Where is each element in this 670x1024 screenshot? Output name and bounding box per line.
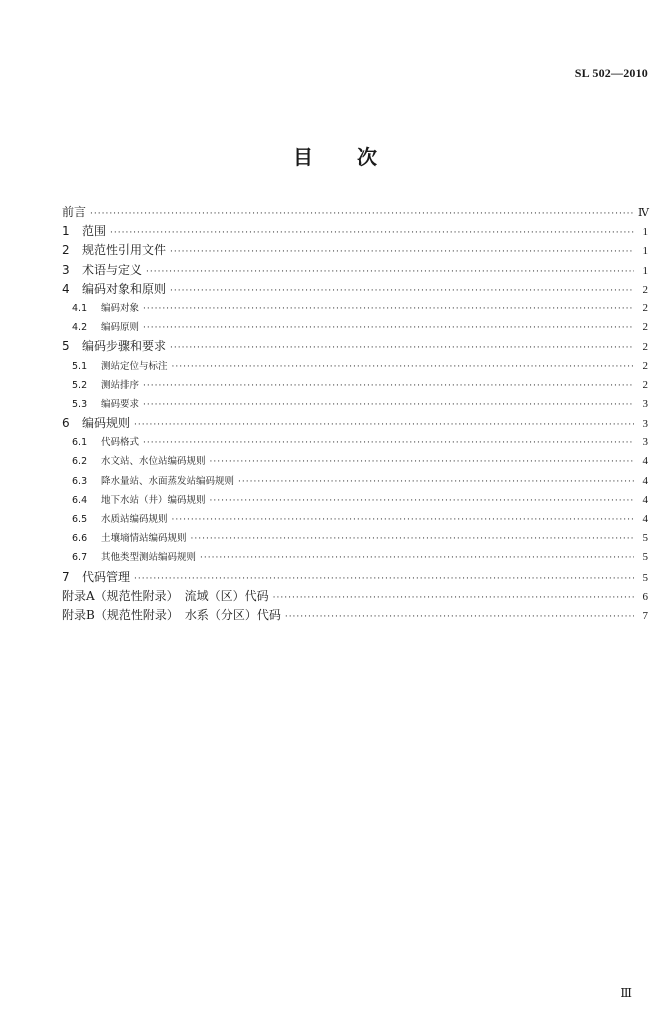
toc-entry[interactable]: [62, 548, 648, 567]
toc-entry-label: 测站排序: [101, 379, 140, 391]
toc-entry-page: 7: [642, 609, 648, 622]
toc-entry-page: 3: [642, 418, 648, 431]
toc-entry-label: 范围: [82, 224, 107, 239]
toc-leader-dots: [210, 492, 634, 511]
toc-entry[interactable]: [62, 395, 648, 414]
toc-leader-dots: [210, 453, 634, 472]
toc-leader-dots: [273, 589, 634, 608]
toc-entry-label: 规范性引用文件: [82, 243, 167, 258]
standard-code: SL 502—2010: [574, 66, 648, 80]
toc-entry-label: 前言: [62, 205, 87, 219]
toc-entry-label: 附录A（规范性附录） 流域（区）代码: [62, 588, 269, 603]
toc-entry-label: 代码管理: [82, 569, 131, 584]
toc-leader-dots: [143, 319, 634, 338]
toc-entry-number: 3: [62, 262, 70, 277]
toc-entry-label: 编码规则: [82, 416, 131, 431]
toc-entry-number: 6.2: [72, 456, 88, 468]
toc-entry-page: 2: [642, 341, 648, 354]
toc-entry-number: 5.2: [72, 379, 88, 391]
toc-entry-page: 2: [642, 359, 648, 372]
toc-entry[interactable]: [62, 606, 648, 625]
toc-entry-page: 2: [642, 378, 648, 391]
toc-entry[interactable]: [62, 452, 648, 471]
toc-entry-page: 5: [642, 551, 648, 564]
toc-entry-number: 4.1: [72, 302, 88, 314]
toc-entry-number: 6.6: [72, 533, 88, 545]
toc-entry-label: 降水量站、水面蒸发站编码规则: [101, 475, 235, 487]
toc-entry-label: 编码步骤和要求: [82, 339, 167, 354]
toc-leader-dots: [200, 549, 634, 568]
toc-entry[interactable]: [62, 203, 648, 222]
toc-leader-dots: [238, 473, 634, 492]
toc-entry-page: 1: [642, 264, 648, 277]
toc-entry-label: 测站定位与标注: [101, 360, 168, 372]
toc-entry[interactable]: [62, 510, 648, 529]
toc-entry-number: 6: [62, 416, 70, 431]
page-number: Ⅲ: [620, 986, 632, 1000]
toc-leader-dots: [191, 530, 634, 549]
toc-entry-number: 4: [62, 281, 70, 296]
toc-entry-page: 5: [642, 571, 648, 584]
toc-leader-dots: [90, 205, 634, 224]
toc-entry-page: 3: [642, 397, 648, 410]
toc-entry[interactable]: [62, 261, 648, 280]
toc-entry[interactable]: [62, 376, 648, 395]
toc-leader-dots: [285, 608, 634, 627]
toc-entry-number: 4.2: [72, 322, 88, 334]
toc-entry-number: 1: [62, 224, 70, 239]
toc-entry[interactable]: [62, 529, 648, 548]
toc-entry-page: 4: [642, 455, 648, 468]
toc-entry-number: 5.1: [72, 360, 88, 372]
toc-entry-page: 6: [642, 590, 648, 603]
toc-entry-number: 5: [62, 339, 70, 354]
toc-entry-label: 水质站编码规则: [101, 514, 168, 525]
table-of-contents: [62, 203, 648, 625]
toc-leader-dots: [143, 434, 634, 453]
toc-entry[interactable]: [62, 241, 648, 260]
toc-leader-dots: [143, 377, 634, 396]
toc-entry[interactable]: [62, 280, 648, 299]
toc-entry-page: 4: [642, 474, 648, 487]
toc-entry[interactable]: [62, 433, 648, 452]
toc-entry-number: 5.3: [72, 398, 88, 410]
toc-entry[interactable]: [62, 222, 648, 241]
toc-entry[interactable]: [62, 357, 648, 376]
toc-entry-number: 2: [62, 243, 70, 258]
toc-entry-number: 6.3: [72, 475, 88, 487]
toc-entry-label: 其他类型测站编码规则: [101, 552, 197, 564]
toc-entry[interactable]: [62, 568, 648, 587]
toc-entry-label: 附录B（规范性附录） 水系（分区）代码: [62, 607, 281, 622]
toc-leader-dots: [143, 396, 634, 415]
toc-entry-number: 7: [62, 569, 70, 584]
toc-entry-number: 6.5: [72, 514, 88, 525]
toc-entry-label: 编码对象: [101, 302, 140, 314]
toc-entry[interactable]: [62, 414, 648, 433]
toc-entry-number: 6.7: [72, 552, 88, 564]
toc-entry[interactable]: [62, 491, 648, 510]
toc-entry-page: 1: [642, 226, 648, 239]
toc-entry-label: 代码格式: [101, 437, 140, 449]
page-title: [0, 141, 670, 170]
toc-entry-label: 编码对象和原则: [82, 281, 167, 296]
toc-entry-page: 1: [642, 245, 648, 258]
toc-entry-page: 5: [642, 532, 648, 545]
toc-entry-page: 2: [642, 283, 648, 296]
toc-leader-dots: [170, 339, 634, 358]
toc-entry-number: 6.4: [72, 494, 88, 506]
toc-leader-dots: [170, 282, 634, 301]
toc-leader-dots: [170, 243, 634, 262]
toc-entry-page: 4: [642, 513, 648, 525]
toc-leader-dots: [172, 511, 634, 530]
toc-leader-dots: [110, 224, 634, 243]
toc-entry-label: 编码原则: [101, 322, 140, 334]
toc-entry[interactable]: [62, 299, 648, 318]
toc-entry-label: 水文站、水位站编码规则: [101, 456, 206, 468]
toc-entry[interactable]: [62, 472, 648, 491]
toc-entry-page: 2: [642, 321, 648, 334]
toc-leader-dots: [143, 300, 634, 319]
toc-entry-page: 4: [642, 493, 648, 506]
toc-leader-dots: [172, 358, 634, 377]
title-char-1: 目: [293, 145, 313, 169]
toc-entry-page: 2: [642, 301, 648, 314]
toc-entry-page: Ⅳ: [638, 207, 649, 219]
toc-entry-label: 地下水站（井）编码规则: [101, 494, 206, 506]
title-char-2: 次: [357, 145, 377, 169]
toc-entry-label: 土壤墒情站编码规则: [101, 533, 187, 545]
toc-entry-label: 编码要求: [101, 398, 140, 410]
toc-entry[interactable]: [62, 587, 648, 606]
toc-entry[interactable]: [62, 318, 648, 337]
toc-entry-label: 术语与定义: [82, 262, 143, 277]
toc-leader-dots: [146, 263, 634, 282]
toc-entry[interactable]: [62, 337, 648, 356]
toc-entry-number: 6.1: [72, 437, 88, 449]
toc-leader-dots: [134, 416, 634, 435]
toc-entry-page: 3: [642, 436, 648, 449]
